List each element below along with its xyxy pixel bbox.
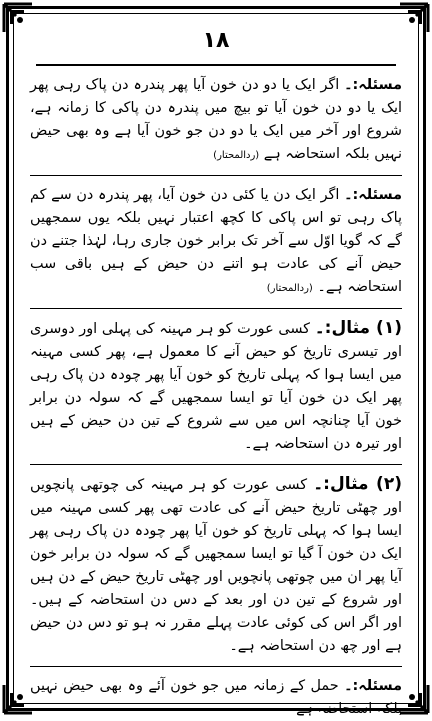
paragraph-text: حمل کے زمانہ میں جو خون آئے وہ بھی حیض نہیں بلکہ استحاضہ ہے — [30, 678, 402, 717]
page-number: ۱۸ — [202, 28, 230, 53]
section-divider — [30, 308, 402, 309]
header-divider — [36, 64, 396, 66]
example-paragraph — [30, 317, 402, 456]
masala-label: مسئلہ:۔ — [344, 678, 402, 694]
section-divider — [30, 464, 402, 465]
paragraph-text: کسی عورت کو ہر مہینہ کی چوتھی پانچویں اور چھٹی تاریخ حیض آنے کی عادت تھی پھر کسی مہینہ میں ایسا ہوا کہ پہلی تاریخ کو خون آیا پھر چودہ دن پاک رہی پھر ایک دن خون آ گیا تو ایسا سمجھیں گے کہ سولہ دن برابر خون آیا پھر ان میں چوتھی پانچویں اور چھٹی تاریخ حیض کے دن ہیں اور شروع کے تین دن اور بعد کے دس دن استحاضہ کے ہیں۔ اور اگر اس کی کوئی عادت پہلے مقرر نہ ہو تو دس دن حیض ہے اور چھ دن استحاضہ ہے۔ — [30, 477, 402, 654]
masala-paragraph — [30, 184, 402, 300]
paragraph-text: اگر ایک یا دو دن خون آیا پھر پندرہ دن پاک رہی پھر ایک یا دو دن خون آیا تو بیچ میں پندرہ دن پاکی کا زمانہ ہے، شروع اور آخر میں ایک یا دو دن جو خون آیا ہے وہ بھی حیض نہیں بلکہ استحاضہ ہے — [30, 77, 402, 162]
example-label: (۲) مثال:۔ — [313, 474, 402, 494]
page-body — [30, 72, 402, 717]
paragraph-text: اگر ایک دن یا کئی دن خون آیا، پھر پندرہ دن سے کم پاک رہی تو اس پاکی کا کچھ اعتبار نہیں بلکہ یوں سمجھیں گے کہ گویا اوّل سے آخر تک برابر خون جاری رہا، لہٰذا جتنے دن حیض آنے کی عادت ہو اتنے دن حیض کے ہیں باقی سب استحاضہ ہے۔ — [30, 187, 402, 295]
masala-paragraph — [30, 74, 402, 167]
masala-paragraph — [30, 675, 402, 721]
section-divider — [30, 175, 402, 176]
reference-citation: (ردالمحتار) — [213, 150, 260, 161]
masala-label: مسئلہ:۔ — [344, 77, 402, 93]
section-divider — [30, 666, 402, 667]
reference-citation: (ردالمحتار) — [266, 283, 313, 294]
masala-label: مسئلہ:۔ — [344, 187, 402, 203]
example-paragraph — [30, 473, 402, 658]
example-label: (۱) مثال:۔ — [314, 318, 402, 338]
paragraph-text: کسی عورت کو ہر مہینہ کی پہلی اور دوسری اور تیسری تاریخ کو حیض آنے کا معمول ہے، پھر کسی مہینہ میں ایسا ہوا کہ پہلی تاریخ کو خون آیا پھر چودہ دن پاک رہی پھر ایک دن خون آیا تو ایسا سمجھیں گے کہ سولہ دن برابر خون آیا چنانچہ اس میں سے شروع کے تین دن حیض کے ہیں اور تیرہ دن استحاضہ ہے۔ — [30, 321, 402, 452]
